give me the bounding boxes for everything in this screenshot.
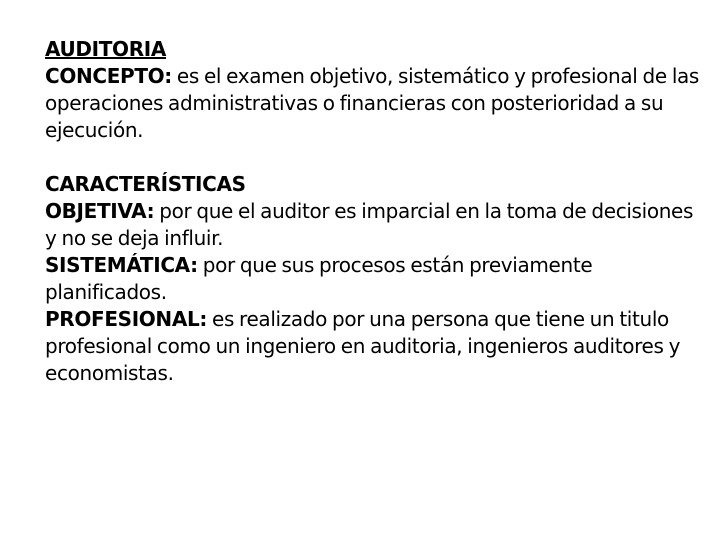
objetiva-label: OBJETIVA:: [45, 199, 155, 223]
caracteristicas-heading: CARACTERÍSTICAS: [45, 172, 246, 196]
spacer: [45, 144, 705, 171]
slide-content: [45, 36, 705, 387]
sistematica-text: por que sus procesos están previamente planificados.: [45, 253, 593, 304]
objetiva-text: por que el auditor es imparcial en la toma de decisiones y no se deja influir.: [45, 199, 694, 250]
concepto-label: CONCEPTO:: [45, 64, 172, 88]
sistematica-label: SISTEMÁTICA:: [45, 253, 198, 277]
profesional-text: es realizado por una persona que tiene un titulo profesional como un ingeniero en auditoria, ingenieros auditores y economistas.: [45, 307, 681, 385]
sistematica-paragraph: [45, 252, 705, 306]
profesional-label: PROFESIONAL:: [45, 307, 207, 331]
concepto-paragraph: [45, 63, 705, 144]
concepto-text: es el examen objetivo, sistemático y profesional de las operaciones administrativas o financieras con posterioridad a su ejecución.: [45, 64, 699, 142]
slide-title: AUDITORIA: [45, 37, 166, 61]
objetiva-paragraph: [45, 198, 705, 252]
profesional-paragraph: [45, 306, 705, 387]
